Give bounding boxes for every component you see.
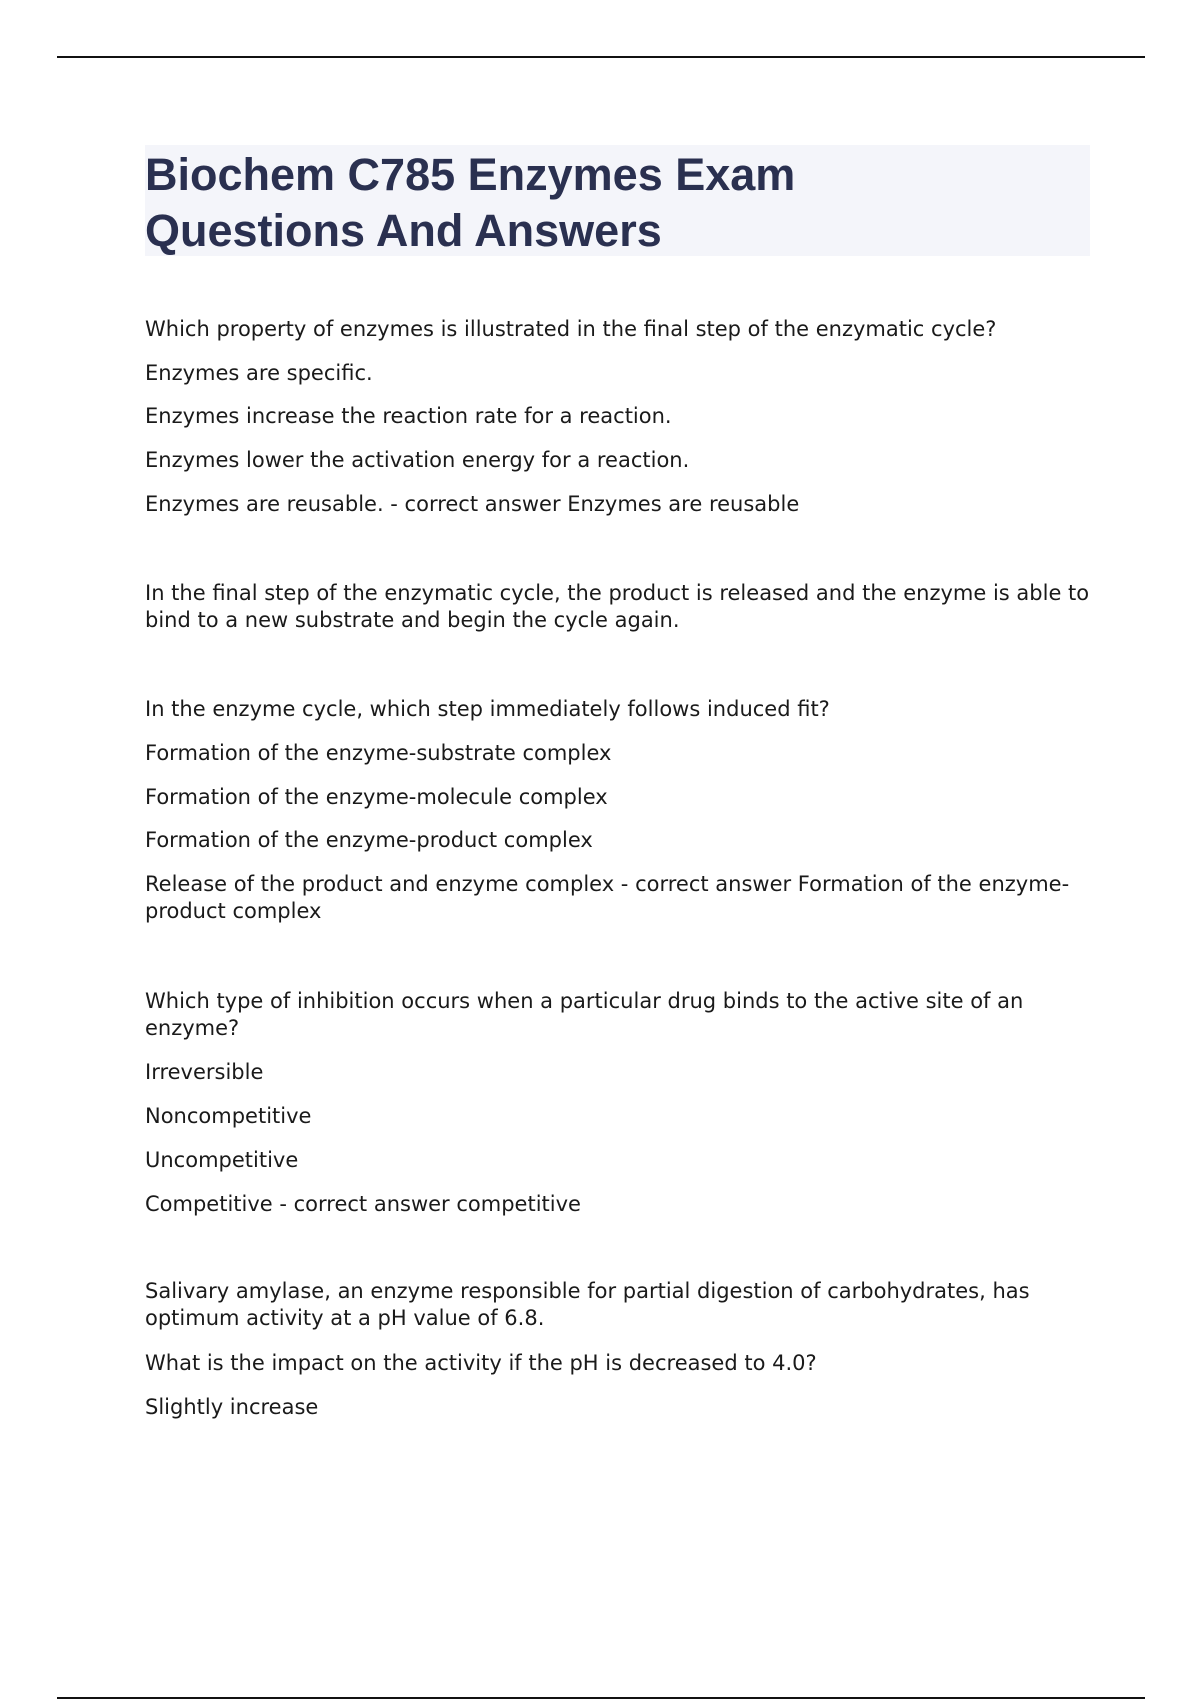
- q1-option-4-answer: Enzymes are reusable. - correct answer Enzymes are reusable: [145, 492, 800, 516]
- q2-option-2: Formation of the enzyme-molecule complex: [145, 785, 608, 809]
- q3-question: Which type of inhibition occurs when a particular drug binds to the active site of an enzyme?: [145, 989, 1024, 1040]
- q4-intro: Salivary amylase, an enzyme responsible for partial digestion of carbohydrates, has optimum activity at a pH value of 6.8.: [145, 1279, 1030, 1330]
- q1-option-3: Enzymes lower the activation energy for a reaction.: [145, 448, 690, 472]
- q3-option-2: Noncompetitive: [145, 1104, 312, 1128]
- bottom-divider: [57, 1697, 1145, 1699]
- q3-option-1: Irreversible: [145, 1060, 264, 1084]
- q4-option-1: Slightly increase: [145, 1395, 319, 1419]
- q1-explanation: In the final step of the enzymatic cycle, the product is released and the enzyme is able to bind to a new substrate and begin the cycle again.: [145, 581, 1090, 632]
- q1-option-1: Enzymes are specific.: [145, 361, 373, 385]
- q1-option-2: Enzymes increase the reaction rate for a reaction.: [145, 404, 672, 428]
- q2-option-3: Formation of the enzyme-product complex: [145, 828, 593, 852]
- title-line-2: Questions And Answers: [145, 205, 662, 256]
- q2-option-4-answer: Release of the product and enzyme complex - correct answer Formation of the enzyme-product complex: [145, 872, 1070, 923]
- title-banner: [145, 145, 1090, 256]
- q1-question: Which property of enzymes is illustrated in the final step of the enzymatic cycle?: [145, 317, 997, 341]
- q4-question: What is the impact on the activity if the pH is decreased to 4.0?: [145, 1351, 817, 1375]
- q3-option-3: Uncompetitive: [145, 1148, 299, 1172]
- document-title: [145, 147, 1090, 259]
- q2-question: In the enzyme cycle, which step immediately follows induced fit?: [145, 697, 830, 721]
- top-divider: [57, 56, 1145, 58]
- q2-option-1: Formation of the enzyme-substrate complex: [145, 741, 612, 765]
- title-line-1: Biochem C785 Enzymes Exam: [145, 149, 796, 200]
- q3-option-4-answer: Competitive - correct answer competitive: [145, 1192, 581, 1216]
